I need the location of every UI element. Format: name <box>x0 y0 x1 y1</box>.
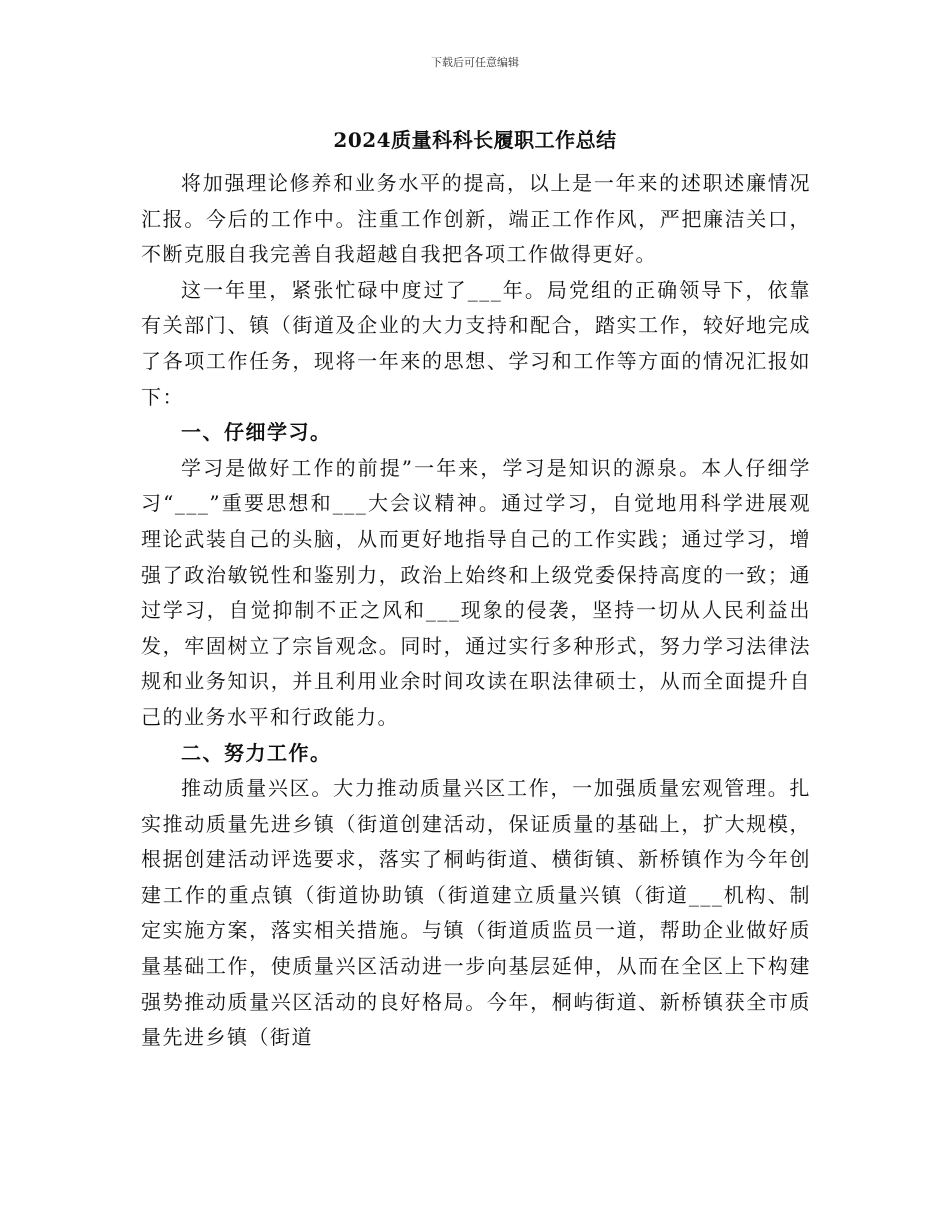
document-body <box>141 166 811 1056</box>
section-heading-study: 一、仔细学习。 <box>181 420 332 445</box>
page-header-note: 下载后可任意编辑 <box>431 56 519 69</box>
paragraph-study: 学习是做好工作的前提”一年来，学习是知识的源泉。本人仔细学习“___”重要思想和___大会议精神。通过学习，自觉地用科学进展观理论武装自己的头脑，从而更好地指导自己的工作实践；通过学习，增强了政治敏锐性和鉴别力，政治上始终和上级党委保持高度的一致；通过学习，自觉抑制不正之风和___现象的侵袭，坚持一切从人民利益出发，牢固树立了宗旨观念。同时，通过实行多种形式，努力学习法律法规和业务知识，并且利用业余时间攻读在职法律硕士，从而全面提升自己的业务水平和行政能力。 <box>141 455 811 729</box>
paragraph-year-overview: 这一年里，紧张忙碌中度过了___年。局党组的正确领导下，依靠有关部门、镇（街道及企业的大力支持和配合，踏实工作，较好地完成了各项工作任务，现将一年来的思想、学习和工作等方面的情况汇报如下： <box>141 277 811 409</box>
paragraph-quality-promotion: 推动质量兴区。大力推动质量兴区工作，一加强质量宏观管理。扎实推动质量先进乡镇（街道创建活动，保证质量的基础上，扩大规模，根据创建活动评选要求，落实了桐屿街道、横街镇、新桥镇作为今年创建工作的重点镇（街道协助镇（街道建立质量兴镇（街道___机构、制定实施方案，落实相关措施。与镇（街道质监员一道，帮助企业做好质量基础工作，使质量兴区活动进一步向基层延伸，从而在全区上下构建强势推动质量兴区活动的良好格局。今年，桐屿街道、新桥镇获全市质量先进乡镇（街道 <box>141 776 811 1050</box>
document-title: 2024质量科科长履职工作总结 <box>333 128 617 152</box>
paragraph-intro-summary: 将加强理论修养和业务水平的提高，以上是一年来的述职述廉情况汇报。今后的工作中。注重工作创新，端正工作作风，严把廉洁关口，不断克服自我完善自我超越自我把各项工作做得更好。 <box>141 171 811 267</box>
section-heading-work: 二、努力工作。 <box>181 740 332 765</box>
